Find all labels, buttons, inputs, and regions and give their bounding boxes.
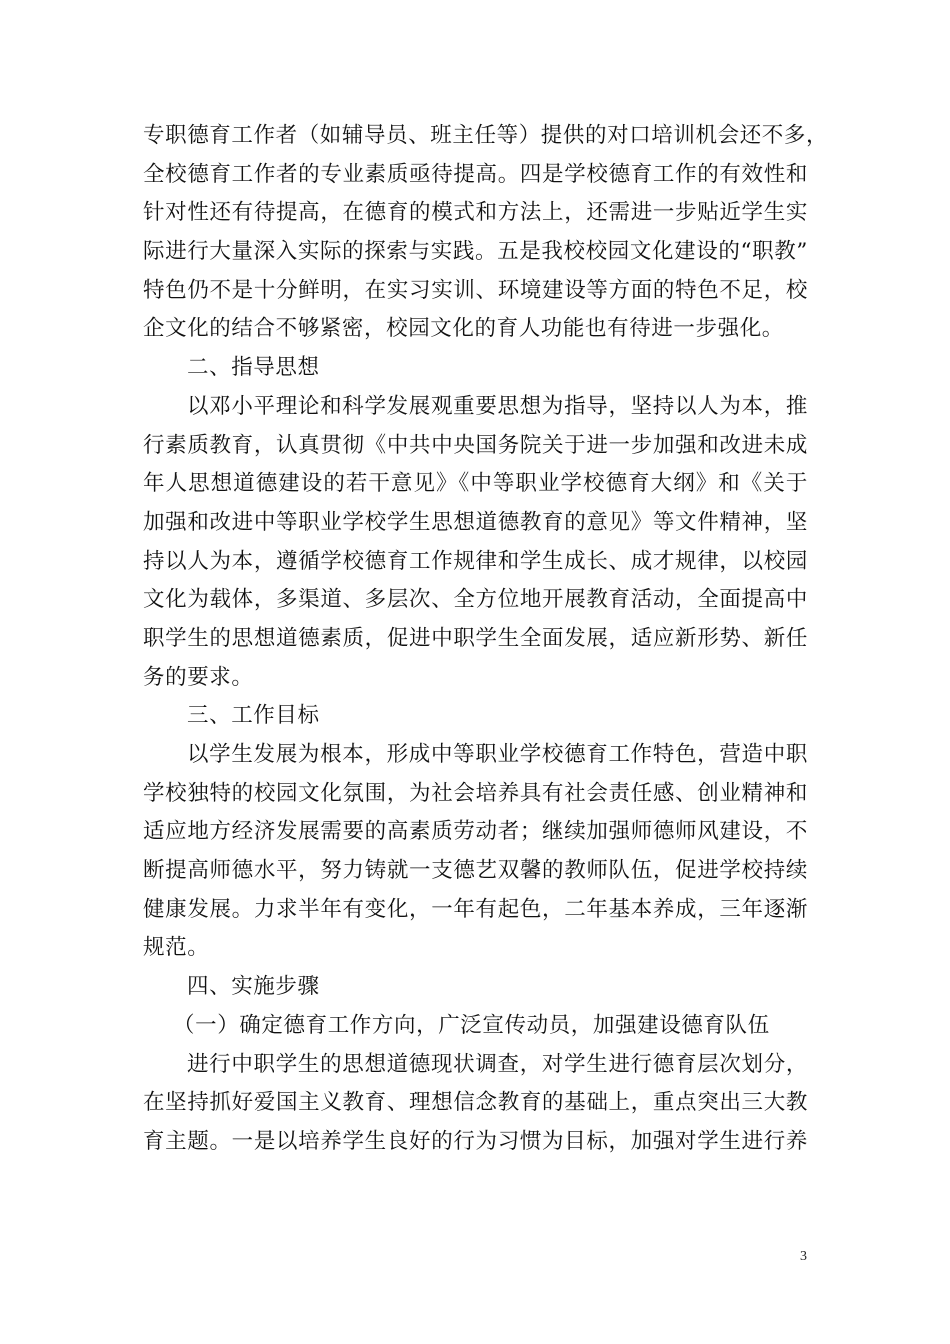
subsection-heading: （一）确定德育工作方向，广泛宣传动员，加强建设德育队伍 bbox=[173, 1012, 770, 1038]
paragraph-line: 持以人为本，遵循学校德育工作规律和学生成长、成才规律，以校园 bbox=[143, 548, 808, 574]
page-number: 3 bbox=[800, 1249, 807, 1264]
paragraph-line: 际进行大量深入实际的探索与实践。五是我校校园文化建设的“职教” bbox=[143, 239, 808, 265]
paragraph-line: 企文化的结合不够紧密，校园文化的育人功能也有待进一步强化。 bbox=[143, 316, 784, 342]
paragraph-line: 全校德育工作者的专业素质亟待提高。四是学校德育工作的有效性和 bbox=[143, 161, 808, 187]
paragraph-line: 以邓小平理论和科学发展观重要思想为指导，坚持以人为本，推 bbox=[187, 393, 808, 419]
paragraph-line: 务的要求。 bbox=[143, 664, 254, 690]
paragraph-line: 职学生的思想道德素质，促进中职学生全面发展，适应新形势、新任 bbox=[143, 625, 808, 651]
paragraph-line: 特色仍不是十分鲜明，在实习实训、环境建设等方面的特色不足，校 bbox=[143, 277, 808, 303]
paragraph-line: 在坚持抓好爱国主义教育、理想信念教育的基础上，重点突出三大教 bbox=[143, 1090, 808, 1116]
document-body bbox=[143, 117, 829, 1162]
paragraph-line: 断提高师德水平，努力铸就一支德艺双馨的教师队伍，促进学校持续 bbox=[143, 858, 808, 884]
paragraph-line: 年人思想道德建设的若干意见》《中等职业学校德育大纲》和《关于 bbox=[143, 471, 808, 497]
paragraph-line: 进行中职学生的思想道德现状调查，对学生进行德育层次划分， bbox=[187, 1051, 808, 1077]
paragraph-line: 适应地方经济发展需要的高素质劳动者；继续加强师德师风建设，不 bbox=[143, 819, 808, 845]
paragraph-line: 育主题。一是以培养学生良好的行为习惯为目标，加强对学生进行养 bbox=[143, 1128, 808, 1154]
paragraph-line: 针对性还有待提高，在德育的模式和方法上，还需进一步贴近学生实 bbox=[143, 200, 808, 226]
paragraph-line: 专职德育工作者（如辅导员、班主任等）提供的对口培训机会还不多， bbox=[143, 123, 829, 148]
paragraph-line: 加强和改进中等职业学校学生思想道德教育的意见》等文件精神，坚 bbox=[143, 509, 808, 535]
section-heading: 三、工作目标 bbox=[187, 703, 320, 729]
paragraph-line: 健康发展。力求半年有变化，一年有起色，二年基本养成，三年逐渐 bbox=[143, 896, 808, 922]
paragraph-line: 学校独特的校园文化氛围，为社会培养具有社会责任感、创业精神和 bbox=[143, 780, 808, 806]
section-heading: 四、实施步骤 bbox=[187, 974, 320, 1000]
paragraph-line: 文化为载体，多渠道、多层次、全方位地开展教育活动，全面提高中 bbox=[143, 587, 808, 613]
paragraph-line: 行素质教育，认真贯彻《中共中央国务院关于进一步加强和改进未成 bbox=[143, 432, 808, 458]
paragraph-line: 以学生发展为根本，形成中等职业学校德育工作特色，营造中职 bbox=[187, 742, 808, 767]
section-heading: 二、指导思想 bbox=[187, 355, 320, 381]
paragraph-line: 规范。 bbox=[143, 935, 210, 961]
